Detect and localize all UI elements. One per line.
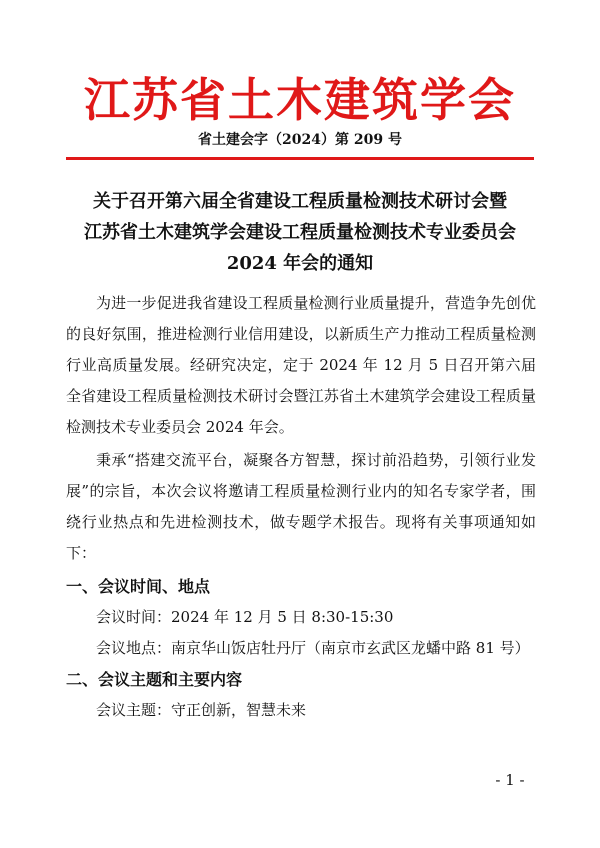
notice-body	[66, 288, 536, 726]
page-number: - 1 -	[495, 771, 525, 789]
section-1-heading: 一、会议时间、地点	[66, 577, 211, 596]
notice-title-line-2: 江苏省土木建筑学会建设工程质量检测技术专业委员会	[84, 222, 516, 243]
notice-title-line-1: 关于召开第六届全省建设工程质量检测技术研讨会暨	[93, 191, 507, 212]
notice-title-line-3: 2024 年会的通知	[226, 253, 374, 274]
red-header-rule	[66, 157, 534, 160]
section-2-heading: 二、会议主题和主要内容	[66, 670, 243, 689]
meeting-time: 会议时间：2024 年 12 月 5 日 8:30-15:30	[96, 608, 394, 626]
meeting-theme: 会议主题：守正创新，智慧未来	[96, 701, 307, 719]
notice-title	[0, 186, 600, 279]
paragraph-intro: 为进一步促进我省建设工程质量检测行业质量提升，营造争先创优的良好氛围，推进检测行业信用建设，以新质生产力推动工程质量检测行业高质量发展。经研究决定，定于 2024 年 12 月 5 日召开第六届全省建设工程质量检测技术研讨会暨江苏省土木建筑学会建设工程质量检测技术专业委员会 2024 年会。	[66, 294, 536, 436]
paragraph-purpose: 秉承“搭建交流平台，凝聚各方智慧，探讨前沿趋势，引领行业发展”的宗旨，本次会议将邀请工程质量检测行业内的知名专家学者，围绕行业热点和先进检测技术，做专题学术报告。现将有关事项通知如下：	[66, 451, 536, 562]
meeting-place: 会议地点：南京华山饭店牡丹厅（南京市玄武区龙蟠中路 81 号）	[96, 639, 530, 657]
org-title: 江苏省土木建筑学会	[84, 73, 516, 127]
document-number: 省土建会字（2024）第 209 号	[198, 132, 402, 148]
